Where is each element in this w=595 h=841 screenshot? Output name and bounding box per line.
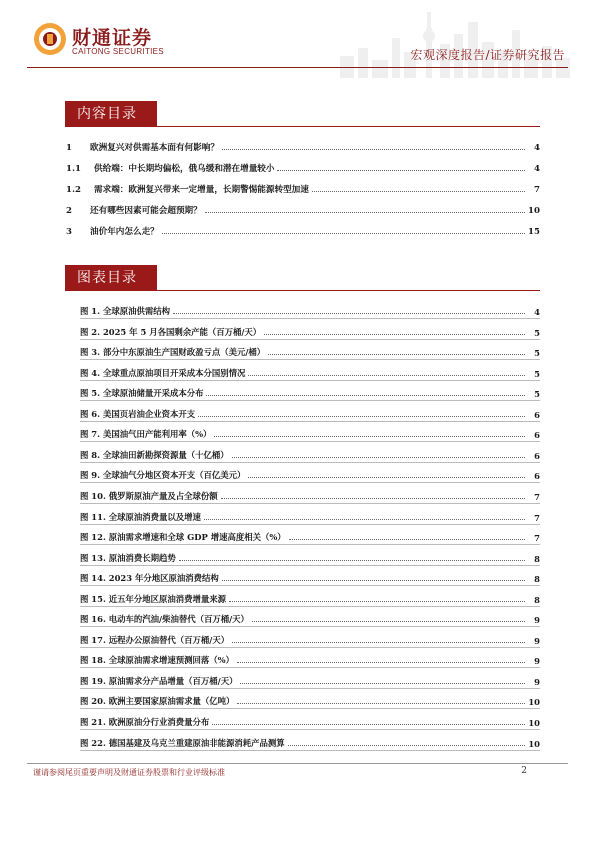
figure-page: 4: [534, 307, 540, 317]
figure-row-divider: [80, 750, 540, 751]
figures-heading: 图表目录: [65, 265, 157, 291]
dot-leader: [173, 312, 525, 314]
toc-item-title: 供给端：中长期均偏松，俄乌缓和潜在增量较小: [94, 164, 275, 174]
footer-divider: [27, 763, 568, 764]
figure-list-item[interactable]: [80, 342, 540, 358]
toc-heading: 内容目录: [65, 101, 157, 127]
figure-list-item[interactable]: [80, 568, 540, 584]
toc-item-number: 3: [66, 227, 72, 237]
figure-page: 10: [528, 718, 540, 728]
figure-row-divider: [80, 647, 540, 648]
figure-page: 7: [534, 492, 540, 502]
figure-title: 图 13. 原油消费长期趋势: [80, 553, 176, 563]
figure-title: 图 18. 全球原油需求增速预测回落（%）: [80, 655, 234, 665]
figure-page: 8: [534, 595, 540, 605]
figure-title: 图 8. 全球油田新勘探资源量（十亿桶）: [80, 450, 229, 460]
figure-list-item[interactable]: [80, 424, 540, 440]
figure-list-item[interactable]: [80, 486, 540, 502]
figure-list-item[interactable]: [80, 383, 540, 399]
figure-row-divider: [80, 585, 540, 586]
figure-list-item[interactable]: [80, 404, 540, 420]
figure-row-divider: [80, 708, 540, 709]
figure-list-item[interactable]: [80, 712, 540, 728]
dot-leader: [222, 148, 525, 150]
figure-title: 图 1. 全球原油供需结构: [80, 306, 170, 316]
figure-page: 6: [534, 430, 540, 440]
figure-list-item[interactable]: [80, 630, 540, 646]
toc-item-number: 2: [66, 206, 72, 216]
figure-title: 图 20. 欧洲主要国家原油需求量（亿吨）: [80, 696, 235, 706]
figure-row-divider: [80, 667, 540, 668]
toc-item[interactable]: [66, 221, 540, 237]
figure-title: 图 9. 全球油气分地区资本开支（百亿美元）: [80, 470, 246, 480]
dot-leader: [268, 353, 525, 355]
toc-item-page: 4: [534, 143, 540, 153]
dot-leader: [179, 559, 525, 561]
figure-page: 5: [534, 328, 540, 338]
toc-item-page: 15: [528, 227, 540, 237]
dot-leader: [232, 456, 525, 458]
figure-row-divider: [80, 729, 540, 730]
toc-item-page: 7: [534, 185, 540, 195]
toc-heading-rule: [65, 126, 540, 127]
toc-item-number: 1.1: [66, 164, 81, 174]
figure-list-item[interactable]: [80, 589, 540, 605]
dot-leader: [204, 518, 525, 520]
figure-list-item[interactable]: [80, 650, 540, 666]
figure-title: 图 11. 全球原油消费量以及增速: [80, 512, 201, 522]
figure-list-item[interactable]: [80, 465, 540, 481]
figure-row-divider: [80, 503, 540, 504]
figure-page: 6: [534, 451, 540, 461]
figure-list-item[interactable]: [80, 527, 540, 543]
dot-leader: [277, 169, 525, 171]
figure-list-item[interactable]: [80, 445, 540, 461]
figure-page: 8: [534, 574, 540, 584]
figure-page: 8: [534, 554, 540, 564]
figure-row-divider: [80, 339, 540, 340]
page-number: 2: [521, 766, 527, 776]
figure-page: 6: [534, 471, 540, 481]
figure-page: 10: [528, 697, 540, 707]
toc-item-title: 还有哪些因素可能会超预期？: [90, 206, 202, 216]
dot-leader: [214, 435, 525, 437]
figure-title: 图 17. 远程办公原油替代（百万桶/天）: [80, 635, 230, 645]
figure-row-divider: [80, 380, 540, 381]
figure-page: 5: [534, 389, 540, 399]
dot-leader: [221, 497, 525, 499]
figure-page: 10: [528, 739, 540, 749]
dot-leader: [222, 579, 525, 581]
figure-page: 9: [534, 636, 540, 646]
figure-list-item[interactable]: [80, 363, 540, 379]
dot-leader: [162, 232, 525, 234]
figure-title: 图 22. 德国基建及乌克兰重建原油非能源消耗产品测算: [80, 738, 285, 748]
toc-item-page: 4: [534, 164, 540, 174]
toc-item[interactable]: [66, 158, 540, 174]
dot-leader: [229, 600, 525, 602]
toc-item[interactable]: [66, 137, 540, 153]
header-divider: [27, 67, 568, 68]
figure-page: 7: [534, 533, 540, 543]
figure-page: 6: [534, 410, 540, 420]
figure-title: 图 6. 美国页岩油企业资本开支: [80, 409, 196, 419]
caitong-logo-icon: [33, 22, 67, 56]
report-type-label: 宏观深度报告/证券研究报告: [410, 48, 565, 62]
figure-row-divider: [80, 544, 540, 545]
figure-row-divider: [80, 441, 540, 442]
figure-title: 图 2. 2025 年 5 月各国剩余产能（百万桶/天）: [80, 327, 262, 337]
figure-page: 5: [534, 369, 540, 379]
figure-title: 图 4. 全球重点原油项目开采成本分国别情况: [80, 368, 246, 378]
footer-disclaimer: 谨请参阅尾页重要声明及财通证券股票和行业评级标准: [33, 768, 225, 777]
figure-title: 图 16. 电动车的汽油/柴油替代（百万桶/天）: [80, 614, 249, 624]
dot-leader: [198, 415, 525, 417]
figure-page: 9: [534, 615, 540, 625]
figure-row-divider: [80, 421, 540, 422]
toc-item-title: 欧洲复兴对供需基本面有何影响？: [90, 143, 219, 153]
figure-list-item[interactable]: [80, 609, 540, 625]
dot-leader: [237, 702, 525, 704]
dot-leader: [205, 211, 525, 213]
figure-row-divider: [80, 626, 540, 627]
figure-row-divider: [80, 482, 540, 483]
toc-item[interactable]: [66, 179, 540, 195]
dot-leader: [248, 476, 525, 478]
dot-leader: [240, 682, 525, 684]
dot-leader: [237, 661, 525, 663]
brand-name-cn: 财通证券: [72, 27, 153, 49]
figure-row-divider: [80, 318, 540, 319]
figure-title: 图 19. 原油需求分产品增量（百万桶/天）: [80, 676, 238, 686]
toc-item-page: 10: [528, 206, 540, 216]
dot-leader: [312, 190, 525, 192]
figure-page: 7: [534, 513, 540, 523]
dot-leader: [264, 333, 525, 335]
dot-leader: [252, 620, 525, 622]
figure-row-divider: [80, 400, 540, 401]
figure-list-item[interactable]: [80, 301, 540, 317]
figure-list-item[interactable]: [80, 548, 540, 564]
figure-title: 图 3. 部分中东原油生产国财政盈亏点（美元/桶）: [80, 347, 266, 357]
figure-title: 图 15. 近五年分地区原油消费增量来源: [80, 594, 227, 604]
figure-row-divider: [80, 565, 540, 566]
figures-heading-rule: [65, 290, 540, 291]
dot-leader: [212, 723, 525, 725]
figure-title: 图 10. 俄罗斯原油产量及占全球份额: [80, 491, 218, 501]
toc-item[interactable]: [66, 200, 540, 216]
figure-row-divider: [80, 462, 540, 463]
figure-title: 图 12. 原油需求增速和全球 GDP 增速高度相关（%）: [80, 532, 286, 542]
figure-title: 图 21. 欧洲原油分行业消费量分布: [80, 717, 210, 727]
figure-list-item[interactable]: [80, 507, 540, 523]
figure-list-item[interactable]: [80, 322, 540, 338]
dot-leader: [232, 641, 525, 643]
dot-leader: [289, 538, 525, 540]
figure-title: 图 7. 美国油气田产能利用率（%）: [80, 429, 212, 439]
figure-page: 9: [534, 656, 540, 666]
figure-title: 图 5. 全球原油储量开采成本分布: [80, 388, 204, 398]
figure-list-item[interactable]: [80, 691, 540, 707]
figure-row-divider: [80, 688, 540, 689]
toc-item-number: 1: [66, 143, 72, 153]
figure-list-item[interactable]: [80, 733, 540, 749]
toc-item-number: 1.2: [66, 185, 81, 195]
figure-page: 5: [534, 348, 540, 358]
dot-leader: [288, 744, 525, 746]
figure-title: 图 14. 2023 年分地区原油消费结构: [80, 573, 219, 583]
toc-item-title: 需求端：欧洲复兴带来一定增量，长期警惕能源转型加速: [94, 185, 309, 195]
brand-name-en: CAITONG SECURITIES: [72, 47, 164, 56]
dot-leader: [248, 374, 525, 376]
figure-row-divider: [80, 524, 540, 525]
figure-row-divider: [80, 359, 540, 360]
figure-page: 9: [534, 677, 540, 687]
toc-item-title: 油价年内怎么走？: [90, 227, 159, 237]
figure-list-item[interactable]: [80, 671, 540, 687]
dot-leader: [206, 394, 525, 396]
figure-row-divider: [80, 606, 540, 607]
